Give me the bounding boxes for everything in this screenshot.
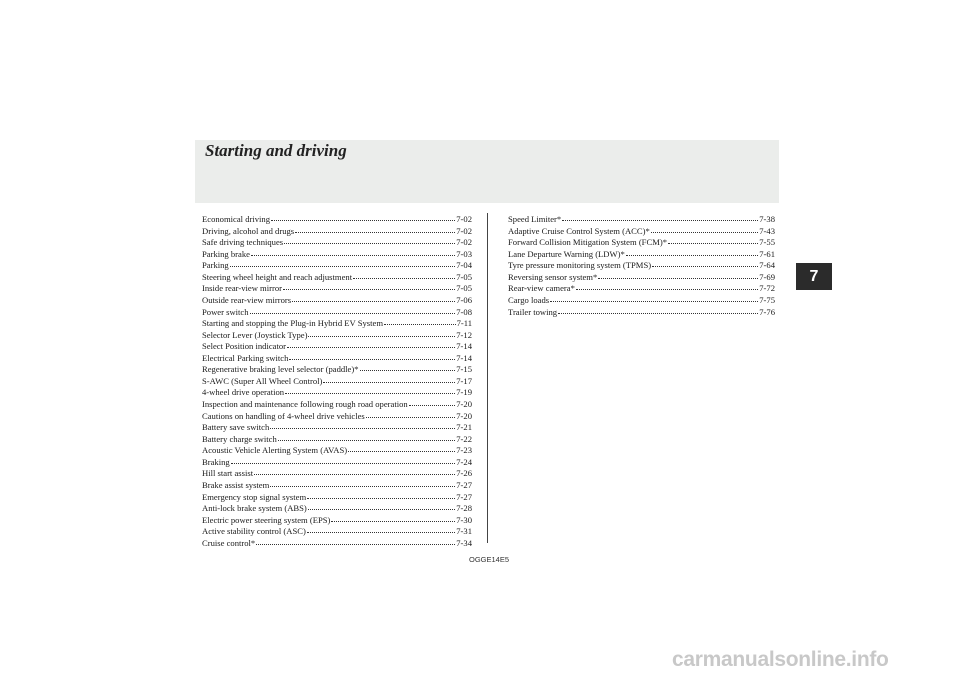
toc-entry-page: 7-14 bbox=[456, 352, 472, 363]
toc-entry-page: 7-08 bbox=[456, 306, 472, 317]
toc-leader-dots bbox=[353, 270, 455, 279]
toc-entry-title: Regenerative braking level selector (paddle)* bbox=[202, 364, 359, 375]
toc-entry[interactable] bbox=[508, 306, 775, 318]
toc-leader-dots bbox=[307, 490, 455, 499]
toc-entry-title: Anti-lock brake system (ABS) bbox=[202, 503, 307, 514]
toc-leader-dots bbox=[271, 212, 455, 221]
toc-leader-dots bbox=[348, 443, 455, 452]
toc-leader-dots bbox=[668, 235, 758, 244]
toc-entry-page: 7-22 bbox=[456, 433, 472, 444]
toc-entry-page: 7-17 bbox=[456, 375, 472, 386]
toc-entry-page: 7-05 bbox=[456, 271, 472, 282]
toc-entry-title: 4-wheel drive operation bbox=[202, 387, 285, 398]
toc-entry-title: Cruise control* bbox=[202, 537, 256, 548]
toc-entry-page: 7-02 bbox=[456, 225, 472, 236]
toc-entry-page: 7-05 bbox=[456, 283, 472, 294]
toc-leader-dots bbox=[576, 281, 758, 290]
toc-leader-dots bbox=[598, 270, 758, 279]
toc-leader-dots bbox=[550, 293, 758, 302]
toc-entry-title: Brake assist system bbox=[202, 479, 270, 490]
toc-entry[interactable] bbox=[202, 537, 472, 549]
section-header bbox=[195, 140, 779, 203]
toc-leader-dots bbox=[323, 374, 455, 383]
toc-entry-page: 7-75 bbox=[759, 294, 775, 305]
toc-leader-dots bbox=[409, 397, 456, 406]
toc-entry-title: Select Position indicator bbox=[202, 341, 287, 352]
toc-entry-title: Driving, alcohol and drugs bbox=[202, 225, 295, 236]
toc-entry-title: Trailer towing bbox=[508, 306, 558, 317]
toc-leader-dots bbox=[256, 536, 455, 545]
toc-leader-dots bbox=[231, 455, 456, 464]
toc-entry-title: Rear-view camera* bbox=[508, 283, 575, 294]
toc-entry-title: Speed Limiter* bbox=[508, 214, 562, 224]
toc-entry-title: Power switch bbox=[202, 306, 249, 317]
column-divider bbox=[487, 213, 488, 543]
toc-entry-title: Cautions on handling of 4-wheel drive vehicles bbox=[202, 410, 365, 421]
toc-leader-dots bbox=[295, 224, 455, 233]
toc-entry-title: Economical driving bbox=[202, 214, 271, 224]
watermark-logo: carmanualsonline.info bbox=[672, 648, 889, 671]
toc-entry-page: 7-15 bbox=[456, 364, 472, 375]
toc-entry-page: 7-72 bbox=[759, 283, 775, 294]
toc-entry-page: 7-11 bbox=[456, 318, 472, 329]
toc-leader-dots bbox=[360, 362, 456, 371]
toc-leader-dots bbox=[331, 513, 455, 522]
toc-leader-dots bbox=[308, 328, 455, 337]
toc-entry-title: Steering wheel height and reach adjustment bbox=[202, 271, 353, 282]
toc-entry-title: Parking brake bbox=[202, 248, 250, 259]
toc-entry-title: Electric power steering system (EPS) bbox=[202, 514, 331, 525]
toc-entry-page: 7-31 bbox=[456, 526, 472, 537]
toc-entry-title: Inspection and maintenance following rough road operation bbox=[202, 399, 408, 409]
toc-entry-page: 7-34 bbox=[456, 537, 472, 548]
toc-leader-dots bbox=[278, 432, 455, 441]
toc-leader-dots bbox=[251, 247, 455, 256]
toc-entry-title: Reversing sensor system* bbox=[508, 271, 598, 282]
toc-entry-page: 7-26 bbox=[456, 468, 472, 479]
toc-entry-page: 7-20 bbox=[456, 410, 472, 421]
toc-entry-title: Lane Departure Warning (LDW)* bbox=[508, 248, 625, 259]
toc-entry-title: Safe driving techniques bbox=[202, 237, 284, 248]
toc-leader-dots bbox=[558, 305, 758, 314]
toc-leader-dots bbox=[270, 420, 455, 429]
toc-entry-title: Hill start assist bbox=[202, 468, 254, 479]
toc-leader-dots bbox=[651, 224, 758, 233]
toc-entry-page: 7-76 bbox=[759, 306, 775, 317]
toc-entry-title: Parking bbox=[202, 260, 229, 271]
toc-leader-dots bbox=[366, 409, 455, 418]
toc-entry-title: Cargo loads bbox=[508, 294, 550, 305]
toc-leader-dots bbox=[652, 258, 758, 267]
toc-entry-page: 7-12 bbox=[456, 329, 472, 340]
toc-entry-page: 7-03 bbox=[456, 248, 472, 259]
toc-entry-title: Adaptive Cruise Control System (ACC)* bbox=[508, 225, 650, 236]
toc-entry-page: 7-64 bbox=[759, 260, 775, 271]
chapter-tab[interactable]: 7 bbox=[796, 263, 832, 290]
toc-entry-page: 7-30 bbox=[456, 514, 472, 525]
toc-entry-title: Outside rear-view mirrors bbox=[202, 294, 292, 305]
toc-leader-dots bbox=[254, 466, 455, 475]
toc-leader-dots bbox=[384, 316, 456, 325]
toc-entry-page: 7-20 bbox=[456, 399, 472, 409]
document-code: OGGE14E5 bbox=[469, 555, 510, 564]
toc-entry-page: 7-02 bbox=[456, 237, 472, 248]
toc-entry-page: 7-23 bbox=[456, 445, 472, 456]
toc-entry-page: 7-69 bbox=[759, 271, 775, 282]
toc-leader-dots bbox=[230, 258, 456, 267]
toc-entry-page: 7-14 bbox=[456, 341, 472, 352]
toc-leader-dots bbox=[562, 212, 758, 221]
toc-entry-page: 7-27 bbox=[456, 491, 472, 502]
toc-leader-dots bbox=[284, 235, 455, 244]
toc-leader-dots bbox=[270, 478, 455, 487]
toc-entry-page: 7-04 bbox=[456, 260, 472, 271]
section-title: Starting and driving bbox=[205, 141, 347, 160]
toc-entry-page: 7-61 bbox=[759, 248, 775, 259]
toc-entry-title: Inside rear-view mirror bbox=[202, 283, 282, 294]
toc-entry-title: Battery save switch bbox=[202, 422, 270, 433]
toc-leader-dots bbox=[292, 293, 455, 302]
toc-entry-page: 7-19 bbox=[456, 387, 472, 398]
toc-leader-dots bbox=[283, 281, 455, 290]
toc-leader-dots bbox=[287, 339, 455, 348]
toc-entry-page: 7-55 bbox=[759, 237, 775, 248]
toc-entry-title: Active stability control (ASC) bbox=[202, 526, 306, 537]
toc-leader-dots bbox=[626, 247, 758, 256]
toc-leader-dots bbox=[307, 524, 455, 533]
toc-entry-title: Electrical Parking switch bbox=[202, 352, 289, 363]
toc-entry-title: Acoustic Vehicle Alerting System (AVAS) bbox=[202, 445, 348, 456]
toc-leader-dots bbox=[250, 305, 456, 314]
toc-entry-title: Tyre pressure monitoring system (TPMS) bbox=[508, 260, 652, 271]
toc-entry-title: Starting and stopping the Plug-in Hybrid EV System bbox=[202, 318, 384, 329]
toc-entry-page: 7-21 bbox=[456, 422, 472, 433]
toc-left-column bbox=[202, 213, 472, 548]
toc-entry-page: 7-28 bbox=[456, 503, 472, 514]
toc-entry-page: 7-02 bbox=[456, 214, 472, 224]
toc-entry-title: Emergency stop signal system bbox=[202, 491, 307, 502]
toc-entry-title: Selector Lever (Joystick Type) bbox=[202, 329, 308, 340]
toc-entry-title: S-AWC (Super All Wheel Control) bbox=[202, 375, 323, 386]
toc-entry-title: Battery charge switch bbox=[202, 433, 277, 444]
toc-entry-page: 7-24 bbox=[456, 456, 472, 467]
toc-entry-page: 7-27 bbox=[456, 479, 472, 490]
toc-right-column bbox=[508, 213, 775, 317]
toc-entry-page: 7-43 bbox=[759, 225, 775, 236]
toc-entry-title: Braking bbox=[202, 456, 230, 467]
toc-leader-dots bbox=[289, 351, 455, 360]
toc-entry-title: Forward Collision Mitigation System (FCM)* bbox=[508, 237, 667, 248]
toc-leader-dots bbox=[308, 501, 455, 510]
toc-leader-dots bbox=[285, 385, 455, 394]
toc-entry-page: 7-06 bbox=[456, 294, 472, 305]
toc-entry-page: 7-38 bbox=[759, 214, 775, 224]
